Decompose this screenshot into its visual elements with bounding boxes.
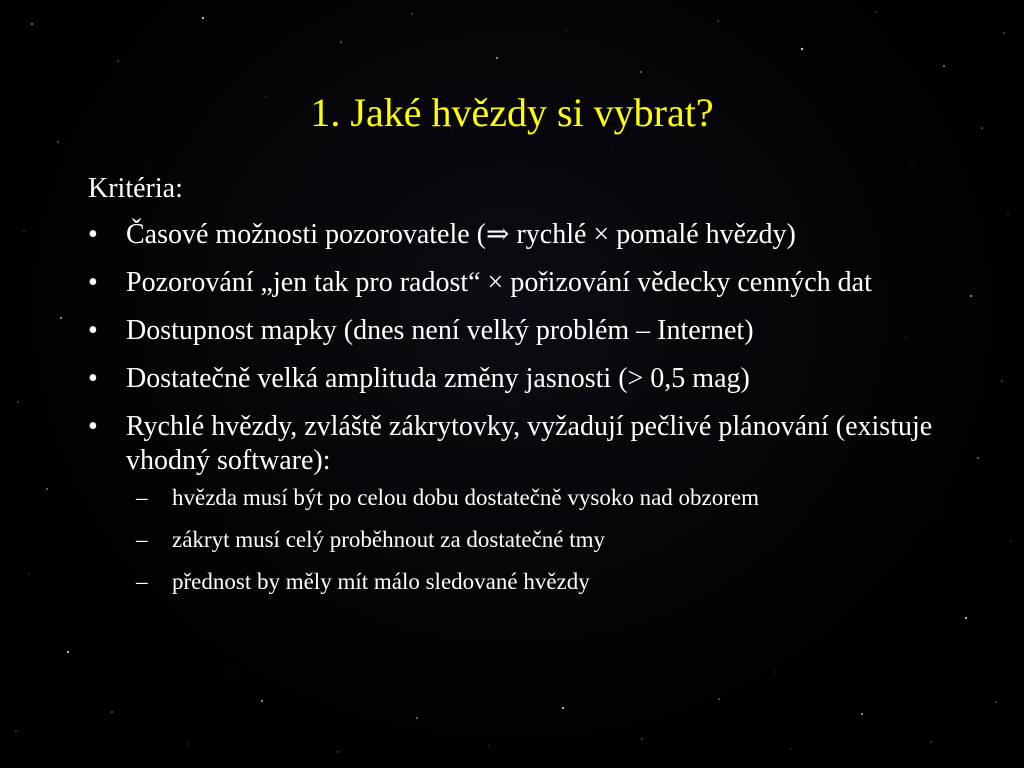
sub-bullet-item — [126, 484, 968, 512]
sub-bullet-marker: – — [136, 485, 148, 510]
sub-bullet-item — [126, 526, 968, 554]
sub-bullet-text: přednost by měly mít málo sledované hvězdy — [172, 569, 590, 594]
bullet-marker: • — [88, 219, 98, 250]
bullet-item — [88, 314, 968, 348]
bullet-text: Rychlé hvězdy, zvláště zákrytovky, vyžadují pečlivé plánování (existuje vhodný software): — [126, 411, 933, 476]
sub-bullet-marker: – — [136, 527, 148, 552]
bullet-marker: • — [88, 315, 98, 346]
bullet-marker: • — [88, 363, 98, 394]
bullet-text: Pozorování „jen tak pro radost“ × pořizování vědecky cenných dat — [126, 267, 872, 298]
sub-bullet-text: zákryt musí celý proběhnout za dostatečné tmy — [172, 527, 606, 552]
sub-bullet-text: hvězda musí být po celou dobu dostatečně vysoko nad obzorem — [172, 485, 759, 510]
bullet-text: Dostatečně velká amplituda změny jasnosti (> 0,5 mag) — [126, 363, 750, 394]
bullet-item — [88, 410, 968, 596]
bullet-text: Dostupnost mapky (dnes není velký problém – Internet) — [126, 315, 754, 346]
sub-bullet-item — [126, 568, 968, 596]
bullet-marker: • — [88, 267, 98, 298]
slide-title: 1. Jaké hvězdy si vybrat? — [310, 90, 714, 135]
sub-bullet-list — [126, 484, 968, 596]
bullet-item — [88, 218, 968, 252]
sub-bullet-marker: – — [136, 569, 148, 594]
bullet-text: Časové možnosti pozorovatele (⇒ rychlé × pomalé hvězdy) — [126, 219, 796, 250]
bullet-item — [88, 266, 968, 300]
bullet-item — [88, 362, 968, 396]
bullet-marker: • — [88, 411, 98, 442]
slide-body — [88, 172, 968, 610]
criteria-heading: Kritéria: — [88, 173, 183, 204]
